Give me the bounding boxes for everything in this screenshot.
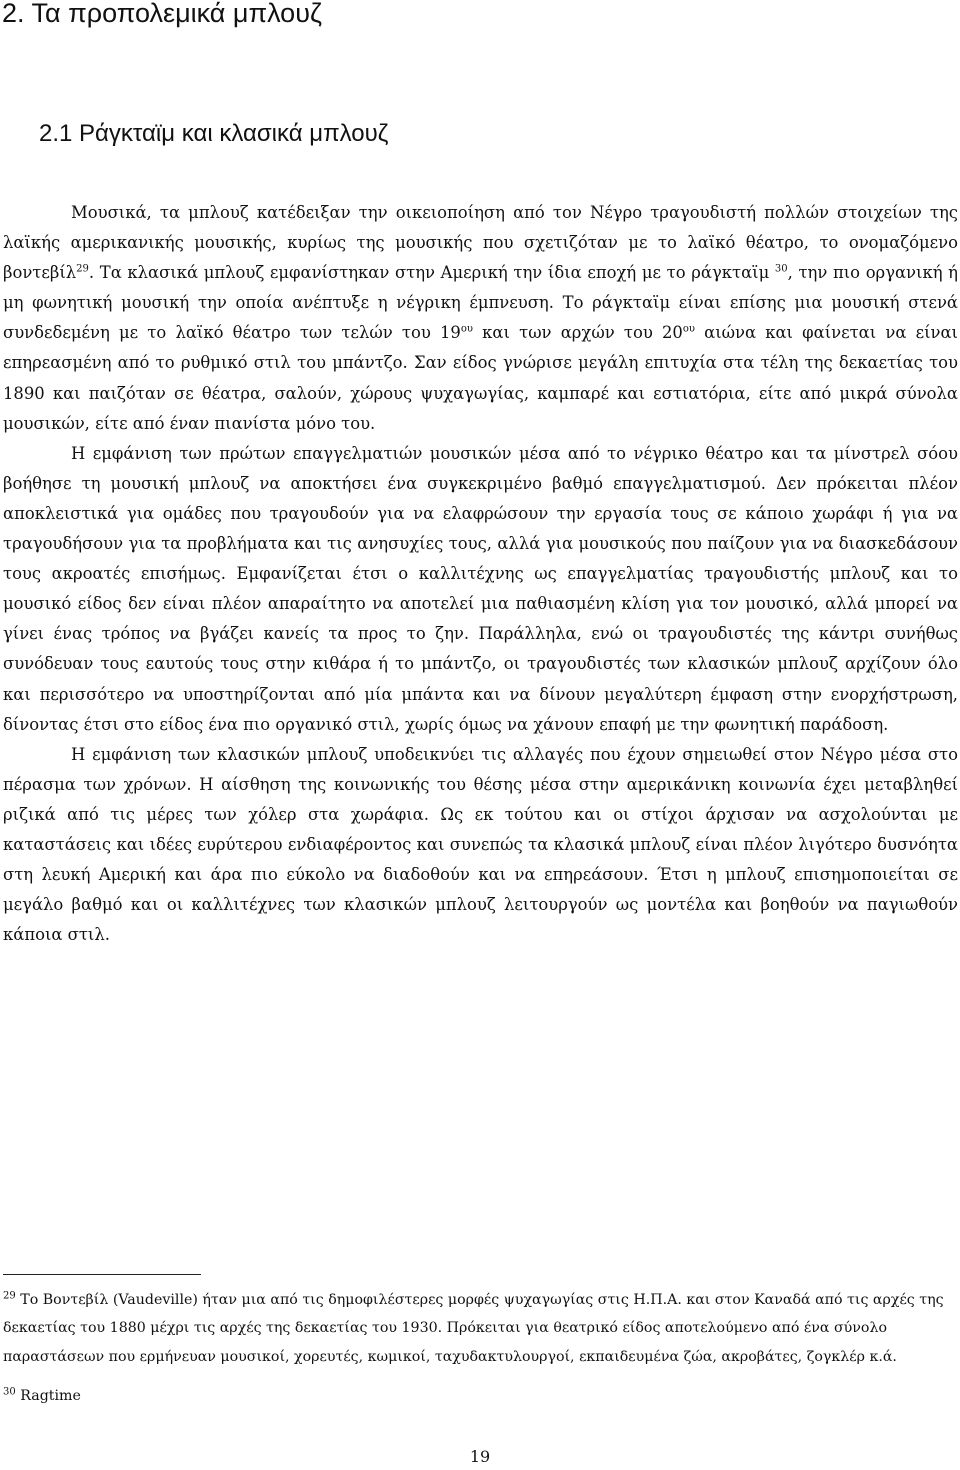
footnote-separator <box>3 1274 201 1275</box>
paragraph-3: Η εμφάνιση των κλασικών μπλουζ υποδεικνύει τις αλλαγές που έχουν σημειωθεί στον Νέγρο μέσα στο πέρασμα των χρόνων. Η αίσθηση της κοινωνικής του θέσης μέσα στην αμερικάνικη κοινωνία έχει μεταβληθεί ριζικά από τις μέρες των χόλερ στα χωράφια. Ως εκ τούτου και οι στίχοι άρχισαν να ασχολούνται με καταστάσεις και ιδέες ευρύτερου ενδιαφέροντος και συνεπώς τα κλασικά μπλουζ είναι πλέον λιγότερο δυσνόητα στη λευκή Αμερική και άρα πιο εύκολο να διαδοθούν και να επηρεάσουν. Έτσι η μπλουζ επισημοποιείται σε μεγάλο βαθμό και οι καλλιτέχνες των κλασικών μπλουζ λειτουργούν ως μοντέλα και βοηθούν να παγιωθούν κάποια στιλ. <box>3 744 958 945</box>
chapter-heading: 2. Τα προπολεμικά μπλουζ <box>2 0 322 28</box>
page-number: 19 <box>469 1447 491 1466</box>
footnote-29 <box>3 1286 948 1371</box>
paragraph-text: , την πιο οργανική ή μη φωνητική μουσική την οποία ανέπτυξε η νέγρικη έμπνευση. Το ράγκταϊμ είναι επίσης μια μουσική στενά συνδεδεμένη με το λαϊκό θέατρο των τελών του 19 <box>3 263 958 343</box>
footnote-ref-30[interactable]: 30 <box>774 263 788 275</box>
footnote-mark: 30 <box>3 1386 16 1398</box>
footnote-mark: 29 <box>3 1290 16 1302</box>
paragraph-text: αιώνα και φαίνεται να είναι επηρεασμένη από το ρυθμικό στιλ του μπάντζο. Σαν είδος γνώρισε μεγάλη επιτυχία στα τέλη της δεκαετίας του 1890 και παιζόταν σε θέατρα, σαλούν, χώρους ψυχαγωγίας, καμπαρέ και εστιατόρια, είτε από μικρά σύνολα μουσικών, είτε από έναν πιανίστα μόνο του. <box>3 323 958 433</box>
section-heading: 2.1 Ράγκταϊμ και κλασικά μπλουζ <box>39 120 389 147</box>
footnotes <box>3 1286 948 1411</box>
ordinal-suffix: ου <box>460 323 473 335</box>
ordinal-suffix: ου <box>682 323 695 335</box>
body-text <box>3 198 958 950</box>
paragraph-text: Μουσικά, τα μπλουζ κατέδειξαν την οικειοποίηση από τον Νέγρο τραγουδιστή πολλών στοιχείων της λαϊκής αμερικανικής μουσικής, κυρίως της μουσικής που σχετιζόταν με το λαϊκό θέατρο, το ονομαζόμενο βοντεβίλ <box>3 203 958 283</box>
paragraph-text: και των αρχών του 20 <box>472 323 683 343</box>
paragraph-text: . Τα κλασικά μπλουζ εμφανίστηκαν στην Αμερική την ίδια εποχή με το ράγκταϊμ <box>88 263 775 283</box>
footnote-text: Ragtime <box>15 1388 81 1405</box>
footnote-text: Το Βοντεβίλ (Vaudeville) ήταν μια από τις δημοφιλέστερες μορφές ψυχαγωγίας στις Η.Π.Α. και στον Καναδά από τις αρχές της δεκαετίας του 1880 μέχρι τις αρχές της δεκαετίας του 1930. Πρόκειται για θεατρικό είδος αποτελούμενο από ένα σύνολο παραστάσεων που ερμήνευαν μουσικοί, χορευτές, κωμικοί, ταχυδακτυλουργοί, εκπαιδευμένα ζώα, ακροβάτες, ζογκλέρ κ.ά. <box>3 1292 944 1365</box>
paragraph-2: Η εμφάνιση των πρώτων επαγγελματιών μουσικών μέσα από το νέγρικο θέατρο και τα μίνστρελ σόου βοήθησε τη μουσική μπλουζ να αποκτήσει ένα συγκεκριμένο βαθμό επαγγελματισμού. Δεν πρόκειται πλέον αποκλειστικά για ομάδες που τραγουδούν για να ελαφρώσουν την εργασία τους σε κάποιο χωράφι ή για να τραγουδήσουν για τα προβλήματα και τις ανησυχίες τους, αλλά για μουσικούς που παίζουν για να διασκεδάσουν τους ακροατές επισήμως. Εμφανίζεται έτσι ο καλλιτέχνης ως επαγγελματίας τραγουδιστής μπλουζ και το μουσικό είδος δεν είναι πλέον απαραίτητο να αποτελεί μια παθιασμένη κλίση για τον μουσικό, αλλά μπορεί να γίνει ένας τρόπος να βγάζει κανείς τα προς το ζην. Παράλληλα, ενώ οι τραγουδιστές της κάντρι συνήθως συνόδευαν τους εαυτούς τους στην κιθάρα ή το μπάντζο, οι τραγουδιστές των κλασικών μπλουζ αρχίζουν όλο και περισσότερο να υποστηρίζονται από μία μπάντα και να δίνουν μεγαλύτερη έμφαση στην ενορχήστρωση, δίνοντας έτσι στο είδος ένα πιο οργανικό στιλ, χωρίς όμως να χάνουν επαφή με την φωνητική παράδοση. <box>3 443 958 734</box>
footnote-30 <box>3 1382 948 1410</box>
footnote-ref-29[interactable]: 29 <box>76 263 89 275</box>
paragraph-1 <box>3 198 958 439</box>
